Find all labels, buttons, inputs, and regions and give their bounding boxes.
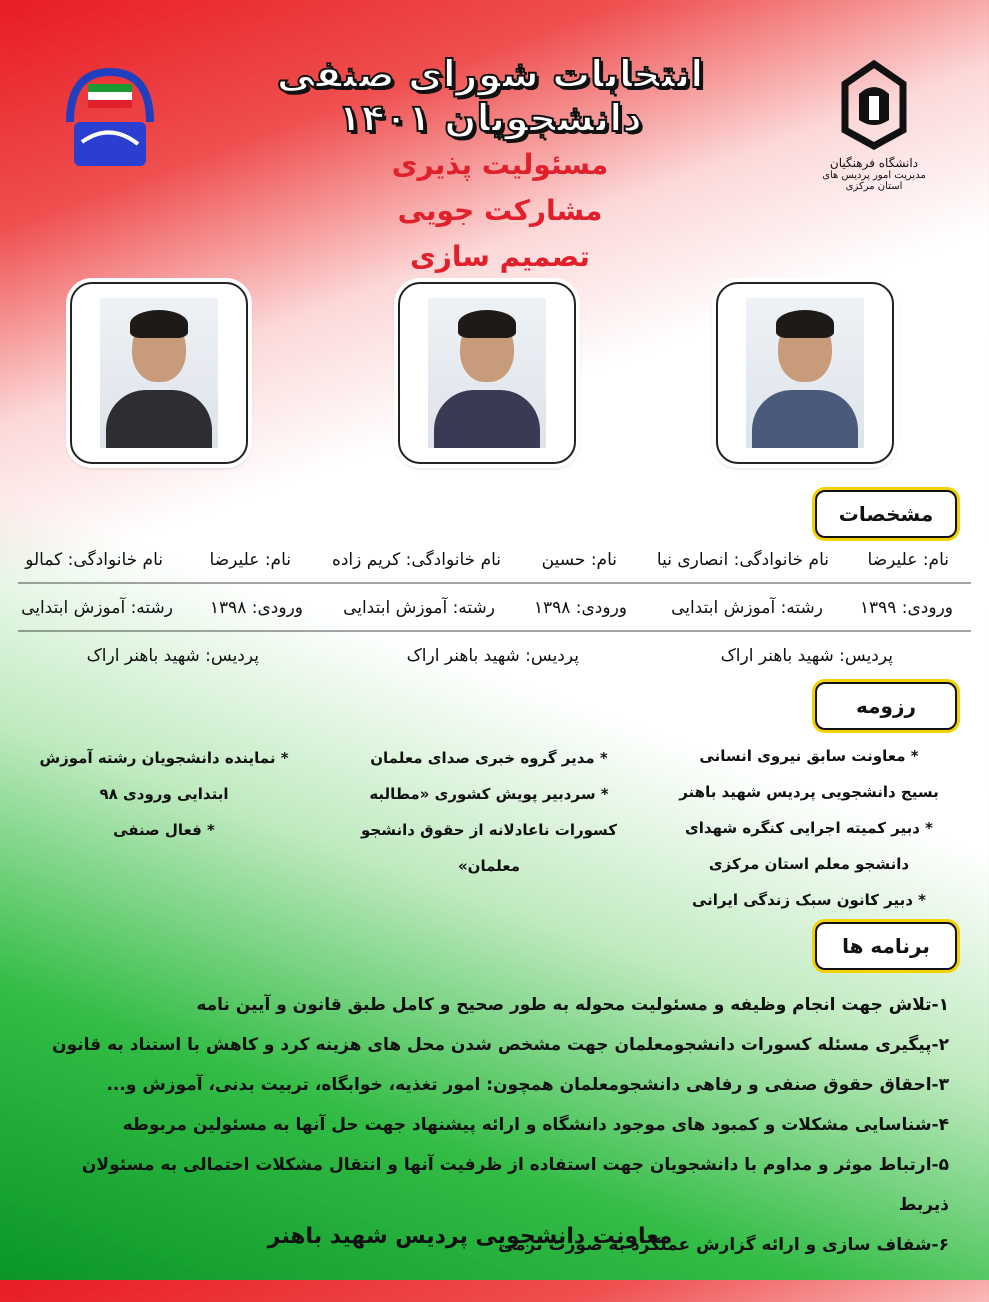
slogan-2: مشارکت جویی	[397, 194, 603, 227]
resume-line: معلمان»	[457, 857, 521, 875]
plan-item: ۱-تلاش جهت انجام وظیفه و مسئولیت محوله به طور صحیح و کامل طبق قانون و آیین نامه	[196, 995, 949, 1015]
slogan-1: مسئولیت پذیری	[391, 148, 609, 181]
candidate-1-first-name: نام: علیرضا	[867, 550, 949, 570]
divider-1	[18, 582, 971, 584]
resume-line: * نماینده دانشجویان رشته آموزش	[39, 749, 289, 767]
resume-line: بسیج دانشجویی پردیس شهید باهنر	[679, 783, 939, 801]
candidate-2-resume	[354, 740, 624, 884]
candidate-photo-1	[716, 282, 894, 464]
candidate-1-last-name: نام خانوادگی: انصاری نیا	[656, 550, 829, 570]
candidate-3-resume	[29, 740, 299, 848]
resume-line: * مدیر گروه خبری صدای معلمان	[370, 749, 608, 767]
candidate-photo-2	[398, 282, 576, 464]
plan-item: ۳-احقاق حقوق صنفی و رفاهی دانشجومعلمان همچون: امور تغذیه، خوابگاه، تربیت بدنی، آموزش و...	[106, 1075, 949, 1095]
candidate-1-entry: ورودی: ۱۳۹۹	[859, 598, 953, 618]
resume-section-title: رزومه	[815, 682, 957, 730]
farhangian-emblem-icon	[839, 60, 909, 150]
resume-line: * معاونت سابق نیروی انسانی	[699, 747, 919, 765]
candidate-2-last-name: نام خانوادگی: کریم زاده	[331, 550, 501, 570]
resume-line: کسورات ناعادلانه از حقوق دانشجو	[360, 821, 618, 839]
candidate-photo-3	[70, 282, 248, 464]
resume-line: * سردبیر پویش کشوری «مطالبه	[369, 785, 609, 803]
candidate-3-entry: ورودی: ۱۳۹۸	[209, 598, 303, 618]
plans-list	[49, 985, 949, 1265]
candidate-2-entry: ورودی: ۱۳۹۸	[533, 598, 627, 618]
resume-line: * دبیر کمیته اجرایی کنگره شهدای	[684, 819, 934, 837]
slogan-3: تصمیم سازی	[410, 240, 590, 273]
plans-section-title: برنامه ها	[815, 922, 957, 970]
candidate-2-major: رشته: آموزش ابتدایی	[343, 598, 495, 618]
plan-item: ۲-پیگیری مسئله کسورات دانشجومعلمان جهت مشخص شدن محل های هزینه کرد و کاهش با استناد به قانون	[52, 1035, 949, 1055]
plan-item: ۶-شفاف سازی و ارائه گزارش عملکرد به صورت ترمی	[497, 1235, 949, 1255]
candidate-2-campus: پردیس: شهید باهنر اراک	[406, 646, 579, 666]
university-logo	[819, 60, 929, 195]
university-name: دانشگاه فرهنگیان	[829, 156, 919, 170]
candidate-1-major: رشته: آموزش ابتدایی	[671, 598, 823, 618]
resume-line: * فعال صنفی	[113, 821, 215, 839]
footer-signature: معاونت دانشجویی پردیس شهید باهنر	[267, 1224, 673, 1249]
resume-line: * دبیر کانون سبک زندگی ایرانی	[691, 891, 927, 909]
candidate-3-first-name: نام: علیرضا	[209, 550, 291, 570]
candidate-2-first-name: نام: حسین	[541, 550, 617, 570]
plan-item: ۴-شناسایی مشکلات و کمبود های موجود دانشگاه و ارائه پیشنهاد جهت حل آنها به مسئولین مربوطه	[122, 1115, 949, 1135]
candidate-3-last-name: نام خانوادگی: کمالو	[25, 550, 163, 570]
university-subcaption: مدیریت امور پردیس های استان مرکزی	[822, 170, 926, 192]
student-council-logo	[60, 62, 160, 172]
details-section-title: مشخصات	[815, 490, 957, 538]
candidate-1-resume	[679, 738, 939, 918]
candidate-3-campus: پردیس: شهید باهنر اراک	[86, 646, 259, 666]
resume-line: دانشجو معلم استان مرکزی	[708, 855, 910, 873]
resume-line: ابتدایی ورودی ۹۸	[99, 785, 229, 803]
divider-2	[18, 630, 971, 632]
candidate-1-campus: پردیس: شهید باهنر اراک	[720, 646, 893, 666]
slogans	[350, 142, 650, 280]
plan-item: ۵-ارتباط موثر و مداوم با دانشجویان جهت استفاده از ظرفیت آنها و انتقال مشکلات احتمالی به مسئولان ذیربط	[81, 1155, 949, 1215]
candidate-3-major: رشته: آموزش ابتدایی	[21, 598, 173, 618]
page-title: انتخابات شورای صنفی دانشجویان ۱۴۰۱	[276, 52, 704, 140]
